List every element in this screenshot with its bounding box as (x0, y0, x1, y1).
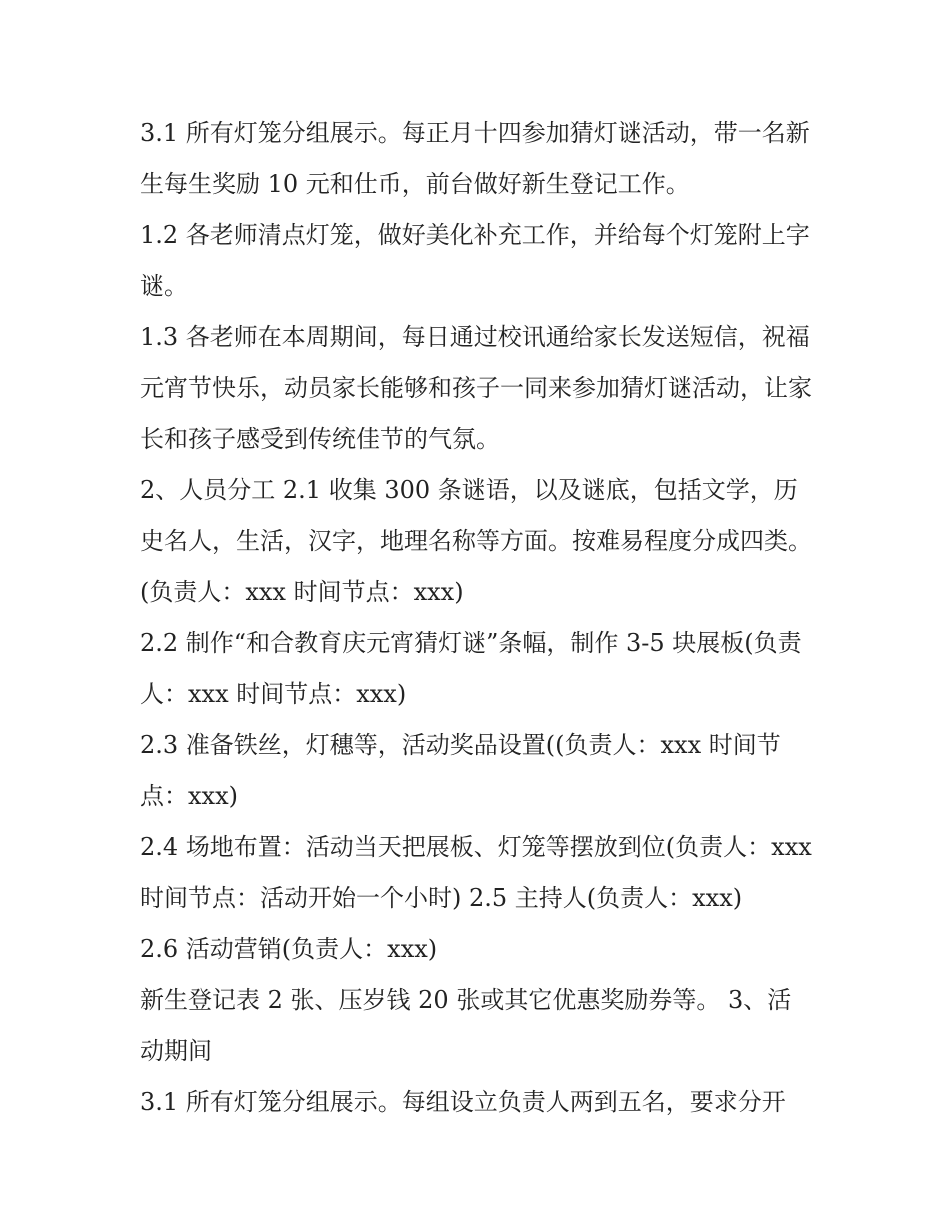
paragraph-3-1-group-display: 3.1 所有灯笼分组展示。每组设立负责人两到五名，要求分开 (140, 1088, 786, 1116)
paragraph-2-staff-division: 2、人员分工 2.1 收集 300 条谜语，以及谜底，包括文学，历史名人，生活，汉字，地理名称等方面。按难易程度分成四类。(负责人：xxx 时间节点：xxx) (140, 476, 812, 606)
paragraph-registration-forms: 新生登记表 2 张、压岁钱 20 张或其它优惠奖励券等。 3、活动期间 (140, 986, 792, 1065)
paragraph-1-2-lantern-check: 1.2 各老师清点灯笼，做好美化补充工作，并给每个灯笼附上字谜。 (140, 221, 810, 300)
paragraph-2-3-materials: 2.3 准备铁丝，灯穗等，活动奖品设置((负责人：xxx 时间节点：xxx) (140, 731, 781, 810)
document-body (140, 108, 815, 1128)
paragraph-2-4-venue-setup: 2.4 场地布置：活动当天把展板、灯笼等摆放到位(负责人：xxx 时间节点：活动开始一个小时) 2.5 主持人(负责人：xxx) (140, 833, 812, 912)
paragraph-1-3-parent-sms: 1.3 各老师在本周期间，每日通过校讯通给家长发送短信，祝福元宵节快乐，动员家长能够和孩子一同来参加猜灯谜活动，让家长和孩子感受到传统佳节的气氛。 (140, 323, 812, 453)
paragraph-2-6-marketing: 2.6 活动营销(负责人：xxx) (140, 935, 438, 963)
paragraph-3-1-lantern-display: 3.1 所有灯笼分组展示。每正月十四参加猜灯谜活动，带一名新生每生奖励 10 元和仕币，前台做好新生登记工作。 (140, 119, 810, 198)
paragraph-2-2-banner: 2.2 制作“和合教育庆元宵猜灯谜”条幅，制作 3-5 块展板(负责人：xxx 时间节点：xxx) (140, 629, 802, 708)
